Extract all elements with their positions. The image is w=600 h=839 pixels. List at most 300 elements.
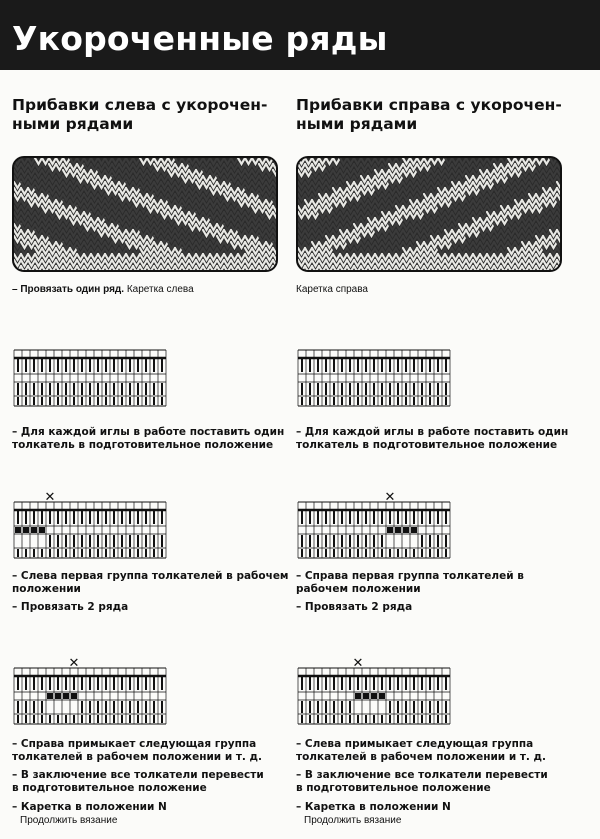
right-caption-4-line-2: толкателей в рабочем положении и т. д. — [296, 750, 547, 763]
pusher-lower-3 — [317, 715, 319, 723]
right-caption-2-line-2: рабочем положении — [296, 582, 421, 595]
right-caption-3: – Провязать 2 ряда — [296, 601, 413, 613]
right-caption-4-line-1: – Слева примыкает следующая группа — [296, 738, 534, 750]
needle-19 — [445, 358, 447, 372]
needle-8 — [73, 358, 75, 372]
needle-1 — [17, 676, 19, 690]
right-title-line-1: Прибавки справа с укорочен- — [296, 96, 562, 114]
right-caption-2-line-1: – Справа первая группа толкателей в — [296, 570, 524, 582]
needle-15 — [129, 676, 131, 690]
needle-8 — [357, 358, 359, 372]
pusher-lower-15 — [129, 715, 131, 723]
pusher-lower-11 — [97, 549, 99, 557]
pusher-upper-19 — [445, 383, 447, 395]
page-title: Укороченные ряды — [12, 19, 388, 58]
needle-13 — [397, 358, 399, 372]
pusher-lower-4 — [41, 549, 43, 557]
right-caption-7: Продолжить вязание — [304, 815, 402, 826]
pusher-lower-5 — [333, 397, 335, 405]
needle-3 — [33, 676, 35, 690]
needle-12 — [105, 358, 107, 372]
pusher-upper-9 — [81, 701, 83, 713]
pusher-upper-16 — [137, 383, 139, 395]
needle-10 — [89, 676, 91, 690]
pusher-upper-19 — [445, 535, 447, 547]
pusher-lower-1 — [301, 397, 303, 405]
pusher-lower-14 — [121, 549, 123, 557]
pusher-lower-11 — [97, 715, 99, 723]
needle-16 — [421, 676, 423, 690]
pusher-lower-6 — [57, 715, 59, 723]
left-caption-3: – Провязать 2 ряда — [12, 601, 129, 613]
pusher-upper-4 — [41, 701, 43, 713]
left-needle-diagram-3 — [12, 656, 172, 732]
right-carriage-label: Каретка справа — [296, 284, 368, 295]
needle-19 — [161, 676, 163, 690]
pusher-upper-16 — [421, 701, 423, 713]
pusher-lower-18 — [153, 715, 155, 723]
pusher-working-11 — [379, 693, 385, 699]
pusher-upper-6 — [341, 383, 343, 395]
pusher-lower-13 — [113, 715, 115, 723]
pusher-upper-6 — [57, 383, 59, 395]
needle-13 — [113, 676, 115, 690]
needle-14 — [405, 676, 407, 690]
left-carriage-label: Каретка слева — [124, 284, 194, 295]
needle-18 — [437, 358, 439, 372]
pusher-lower-10 — [89, 397, 91, 405]
pusher-lower-13 — [113, 549, 115, 557]
pusher-lower-19 — [445, 715, 447, 723]
pusher-lower-12 — [389, 397, 391, 405]
right-caption-2 — [296, 570, 524, 595]
pusher-upper-19 — [161, 383, 163, 395]
left-knit-row-bold: – Провязать один ряд. — [12, 284, 125, 295]
needle-14 — [405, 510, 407, 524]
needle-3 — [33, 358, 35, 372]
needle-7 — [65, 510, 67, 524]
right-title-line-2: ными рядами — [296, 115, 418, 133]
pusher-lower-15 — [413, 715, 415, 723]
pusher-lower-3 — [33, 715, 35, 723]
pusher-lower-16 — [137, 549, 139, 557]
pusher-lower-8 — [357, 715, 359, 723]
pusher-upper-17 — [145, 701, 147, 713]
left-column — [0, 0, 290, 839]
pusher-upper-9 — [81, 383, 83, 395]
pusher-working-12 — [387, 527, 393, 533]
pusher-lower-9 — [365, 715, 367, 723]
pusher-lower-7 — [65, 397, 67, 405]
left-caption-5-line-1: – В заключение все толкатели перевести — [12, 769, 264, 781]
pusher-upper-12 — [105, 535, 107, 547]
needle-10 — [373, 358, 375, 372]
needle-18 — [153, 510, 155, 524]
needle-8 — [73, 510, 75, 524]
pusher-lower-5 — [49, 397, 51, 405]
pusher-upper-11 — [97, 701, 99, 713]
pusher-upper-1 — [301, 701, 303, 713]
pusher-lower-16 — [421, 549, 423, 557]
cross-marker: ✕ — [352, 656, 364, 671]
needle-16 — [137, 510, 139, 524]
pusher-upper-17 — [429, 535, 431, 547]
needle-5 — [333, 676, 335, 690]
pusher-upper-5 — [333, 383, 335, 395]
pusher-lower-2 — [25, 715, 27, 723]
left-knit-row-instruction — [12, 284, 194, 296]
pusher-lower-18 — [437, 715, 439, 723]
pusher-lower-19 — [161, 397, 163, 405]
pusher-upper-9 — [365, 535, 367, 547]
needle-18 — [153, 676, 155, 690]
right-caption-1-line-2: толкатель в подготовительное положение — [296, 438, 558, 451]
needle-7 — [349, 676, 351, 690]
needle-19 — [161, 510, 163, 524]
pusher-lower-7 — [349, 715, 351, 723]
pusher-working-1 — [15, 527, 21, 533]
pusher-lower-9 — [81, 549, 83, 557]
pusher-lower-3 — [317, 549, 319, 557]
needle-2 — [309, 358, 311, 372]
pusher-upper-6 — [57, 535, 59, 547]
pusher-upper-16 — [421, 383, 423, 395]
pusher-upper-17 — [429, 701, 431, 713]
pusher-lower-1 — [17, 715, 19, 723]
pusher-upper-10 — [89, 535, 91, 547]
needle-4 — [41, 676, 43, 690]
left-caption-2-line-2: положении — [12, 582, 81, 595]
pusher-lower-16 — [421, 397, 423, 405]
pusher-upper-3 — [317, 701, 319, 713]
pusher-lower-4 — [41, 397, 43, 405]
pusher-lower-9 — [365, 397, 367, 405]
pusher-lower-8 — [357, 397, 359, 405]
pusher-lower-17 — [429, 549, 431, 557]
needle-4 — [325, 510, 327, 524]
pusher-lower-13 — [397, 715, 399, 723]
pusher-lower-16 — [137, 397, 139, 405]
pusher-lower-11 — [97, 397, 99, 405]
pusher-lower-4 — [325, 715, 327, 723]
pusher-upper-2 — [309, 383, 311, 395]
needle-14 — [121, 510, 123, 524]
right-section-title — [296, 96, 576, 134]
pusher-upper-18 — [437, 535, 439, 547]
pusher-upper-9 — [81, 535, 83, 547]
needle-2 — [309, 510, 311, 524]
pusher-upper-12 — [389, 701, 391, 713]
left-needle-diagram-1 — [12, 348, 172, 414]
left-caption-1-line-1: – Для каждой иглы в работе поставить один — [12, 426, 285, 438]
right-caption-5 — [296, 769, 548, 794]
pusher-lower-14 — [121, 397, 123, 405]
pusher-upper-10 — [373, 383, 375, 395]
needle-17 — [429, 358, 431, 372]
needle-19 — [161, 358, 163, 372]
knit-swatch-right — [296, 156, 562, 272]
right-needle-diagram-1 — [296, 348, 456, 414]
needle-17 — [145, 358, 147, 372]
pusher-lower-17 — [145, 715, 147, 723]
needle-16 — [421, 510, 423, 524]
pusher-upper-10 — [89, 383, 91, 395]
needle-15 — [413, 676, 415, 690]
pusher-upper-1 — [301, 383, 303, 395]
needle-17 — [145, 676, 147, 690]
pusher-lower-2 — [25, 397, 27, 405]
pusher-upper-6 — [341, 701, 343, 713]
pusher-lower-5 — [49, 549, 51, 557]
pusher-lower-7 — [65, 549, 67, 557]
left-section-title — [12, 96, 292, 134]
right-needle-diagram-2 — [296, 490, 456, 566]
needle-14 — [121, 358, 123, 372]
needle-13 — [113, 510, 115, 524]
needle-17 — [429, 676, 431, 690]
pusher-lower-10 — [373, 549, 375, 557]
pusher-upper-19 — [161, 535, 163, 547]
pusher-upper-1 — [17, 701, 19, 713]
needle-10 — [373, 510, 375, 524]
needle-5 — [333, 358, 335, 372]
pusher-lower-14 — [405, 549, 407, 557]
left-caption-2-line-1: – Слева первая группа толкателей в рабочем — [12, 570, 289, 582]
pusher-lower-17 — [429, 397, 431, 405]
pusher-upper-14 — [121, 701, 123, 713]
pusher-lower-7 — [65, 715, 67, 723]
needle-9 — [365, 510, 367, 524]
pusher-upper-4 — [41, 383, 43, 395]
pusher-upper-4 — [325, 535, 327, 547]
pusher-upper-13 — [113, 383, 115, 395]
left-title-line-1: Прибавки слева с укорочен- — [12, 96, 268, 114]
pusher-upper-19 — [445, 701, 447, 713]
pusher-lower-18 — [153, 397, 155, 405]
needle-7 — [349, 510, 351, 524]
needle-4 — [41, 358, 43, 372]
left-caption-6: – Каретка в положении N — [12, 801, 167, 813]
pusher-lower-6 — [341, 549, 343, 557]
pusher-upper-18 — [437, 383, 439, 395]
needle-6 — [57, 676, 59, 690]
pusher-lower-3 — [33, 549, 35, 557]
left-caption-5-line-2: в подготовительное положение — [12, 781, 207, 794]
pusher-lower-9 — [81, 715, 83, 723]
pusher-upper-4 — [325, 701, 327, 713]
right-caption-5-line-1: – В заключение все толкатели перевести — [296, 769, 548, 781]
needle-12 — [389, 510, 391, 524]
pusher-upper-8 — [73, 535, 75, 547]
pusher-upper-15 — [413, 701, 415, 713]
pusher-upper-12 — [105, 383, 107, 395]
pusher-lower-18 — [437, 397, 439, 405]
pusher-upper-13 — [113, 701, 115, 713]
pusher-lower-15 — [129, 397, 131, 405]
pusher-working-2 — [23, 527, 29, 533]
left-title-line-2: ными рядами — [12, 115, 134, 133]
pusher-upper-18 — [153, 535, 155, 547]
needle-10 — [373, 676, 375, 690]
pusher-lower-14 — [405, 715, 407, 723]
needle-3 — [33, 510, 35, 524]
pusher-lower-19 — [445, 549, 447, 557]
needle-2 — [309, 676, 311, 690]
needle-4 — [325, 676, 327, 690]
pusher-upper-16 — [137, 701, 139, 713]
pusher-upper-16 — [137, 535, 139, 547]
right-caption-4 — [296, 738, 546, 763]
cross-marker: ✕ — [384, 490, 396, 505]
pusher-lower-11 — [381, 397, 383, 405]
pusher-lower-8 — [73, 397, 75, 405]
pusher-lower-6 — [57, 549, 59, 557]
pusher-lower-13 — [397, 397, 399, 405]
pusher-upper-2 — [309, 535, 311, 547]
pusher-lower-9 — [365, 549, 367, 557]
pusher-lower-15 — [413, 397, 415, 405]
pusher-upper-18 — [153, 701, 155, 713]
left-caption-5 — [12, 769, 264, 794]
pusher-upper-14 — [121, 535, 123, 547]
pusher-upper-18 — [153, 383, 155, 395]
pusher-lower-7 — [349, 397, 351, 405]
pusher-upper-11 — [381, 535, 383, 547]
pusher-lower-9 — [81, 397, 83, 405]
needle-9 — [365, 676, 367, 690]
needle-1 — [17, 358, 19, 372]
pusher-lower-7 — [349, 549, 351, 557]
pusher-upper-7 — [65, 535, 67, 547]
needle-6 — [57, 358, 59, 372]
pusher-lower-3 — [33, 397, 35, 405]
pusher-lower-13 — [113, 397, 115, 405]
pusher-lower-12 — [389, 549, 391, 557]
pusher-lower-1 — [301, 549, 303, 557]
pusher-upper-16 — [421, 535, 423, 547]
pusher-lower-2 — [309, 715, 311, 723]
pusher-lower-15 — [129, 549, 131, 557]
pusher-lower-11 — [381, 549, 383, 557]
knit-swatch-left — [12, 156, 278, 272]
right-caption-6: – Каретка в положении N — [296, 801, 451, 813]
pusher-lower-12 — [105, 549, 107, 557]
knit-swatch-right-image — [298, 158, 560, 270]
pusher-upper-15 — [129, 383, 131, 395]
pusher-upper-5 — [49, 383, 51, 395]
pusher-lower-6 — [341, 715, 343, 723]
needle-1 — [301, 358, 303, 372]
left-caption-1-line-2: толкатель в подготовительное положение — [12, 438, 274, 451]
pusher-lower-17 — [429, 715, 431, 723]
needle-16 — [421, 358, 423, 372]
pusher-lower-2 — [309, 549, 311, 557]
pusher-lower-4 — [41, 715, 43, 723]
pusher-upper-15 — [129, 535, 131, 547]
pusher-upper-3 — [317, 535, 319, 547]
needle-11 — [381, 358, 383, 372]
pusher-upper-2 — [25, 701, 27, 713]
pusher-lower-19 — [445, 397, 447, 405]
needle-6 — [341, 676, 343, 690]
pusher-upper-5 — [49, 535, 51, 547]
pusher-lower-3 — [317, 397, 319, 405]
pusher-lower-12 — [105, 397, 107, 405]
pusher-upper-17 — [145, 535, 147, 547]
needle-14 — [405, 358, 407, 372]
pusher-lower-19 — [161, 715, 163, 723]
pusher-upper-1 — [301, 535, 303, 547]
needle-5 — [49, 676, 51, 690]
needle-11 — [97, 676, 99, 690]
needle-8 — [357, 676, 359, 690]
pusher-upper-9 — [365, 383, 367, 395]
needle-6 — [341, 358, 343, 372]
pusher-upper-7 — [349, 701, 351, 713]
pusher-lower-10 — [89, 715, 91, 723]
right-caption-5-line-2: в подготовительное положение — [296, 781, 491, 794]
pusher-upper-2 — [309, 701, 311, 713]
pusher-upper-15 — [413, 383, 415, 395]
pusher-upper-17 — [429, 383, 431, 395]
pusher-upper-8 — [357, 383, 359, 395]
needle-7 — [349, 358, 351, 372]
needle-8 — [73, 676, 75, 690]
pusher-lower-2 — [25, 549, 27, 557]
pusher-lower-19 — [161, 549, 163, 557]
needle-10 — [89, 510, 91, 524]
pusher-lower-10 — [373, 715, 375, 723]
left-caption-1 — [12, 426, 284, 451]
needle-9 — [81, 510, 83, 524]
pusher-lower-6 — [57, 397, 59, 405]
pusher-upper-12 — [389, 383, 391, 395]
right-caption-1-line-1: – Для каждой иглы в работе поставить один — [296, 426, 569, 438]
pusher-upper-10 — [89, 701, 91, 713]
cross-marker: ✕ — [44, 490, 56, 505]
pusher-lower-13 — [397, 549, 399, 557]
pusher-upper-14 — [121, 383, 123, 395]
pusher-working-5 — [47, 693, 53, 699]
left-caption-2 — [12, 570, 289, 595]
pusher-upper-8 — [357, 535, 359, 547]
pusher-upper-8 — [73, 383, 75, 395]
pusher-lower-16 — [137, 715, 139, 723]
needle-2 — [25, 510, 27, 524]
pusher-upper-1 — [17, 383, 19, 395]
pusher-upper-5 — [333, 701, 335, 713]
pusher-working-9 — [363, 693, 369, 699]
pusher-upper-13 — [397, 701, 399, 713]
needle-14 — [121, 676, 123, 690]
pusher-upper-14 — [405, 701, 407, 713]
pusher-lower-15 — [413, 549, 415, 557]
needle-18 — [437, 510, 439, 524]
needle-12 — [389, 676, 391, 690]
pusher-upper-19 — [161, 701, 163, 713]
pusher-upper-10 — [373, 535, 375, 547]
pusher-lower-16 — [421, 715, 423, 723]
pusher-lower-1 — [17, 397, 19, 405]
pusher-lower-12 — [389, 715, 391, 723]
pusher-upper-3 — [33, 701, 35, 713]
pusher-upper-7 — [349, 383, 351, 395]
pusher-lower-18 — [437, 549, 439, 557]
needle-18 — [437, 676, 439, 690]
needle-1 — [17, 510, 19, 524]
pusher-lower-14 — [405, 397, 407, 405]
pusher-lower-5 — [333, 549, 335, 557]
